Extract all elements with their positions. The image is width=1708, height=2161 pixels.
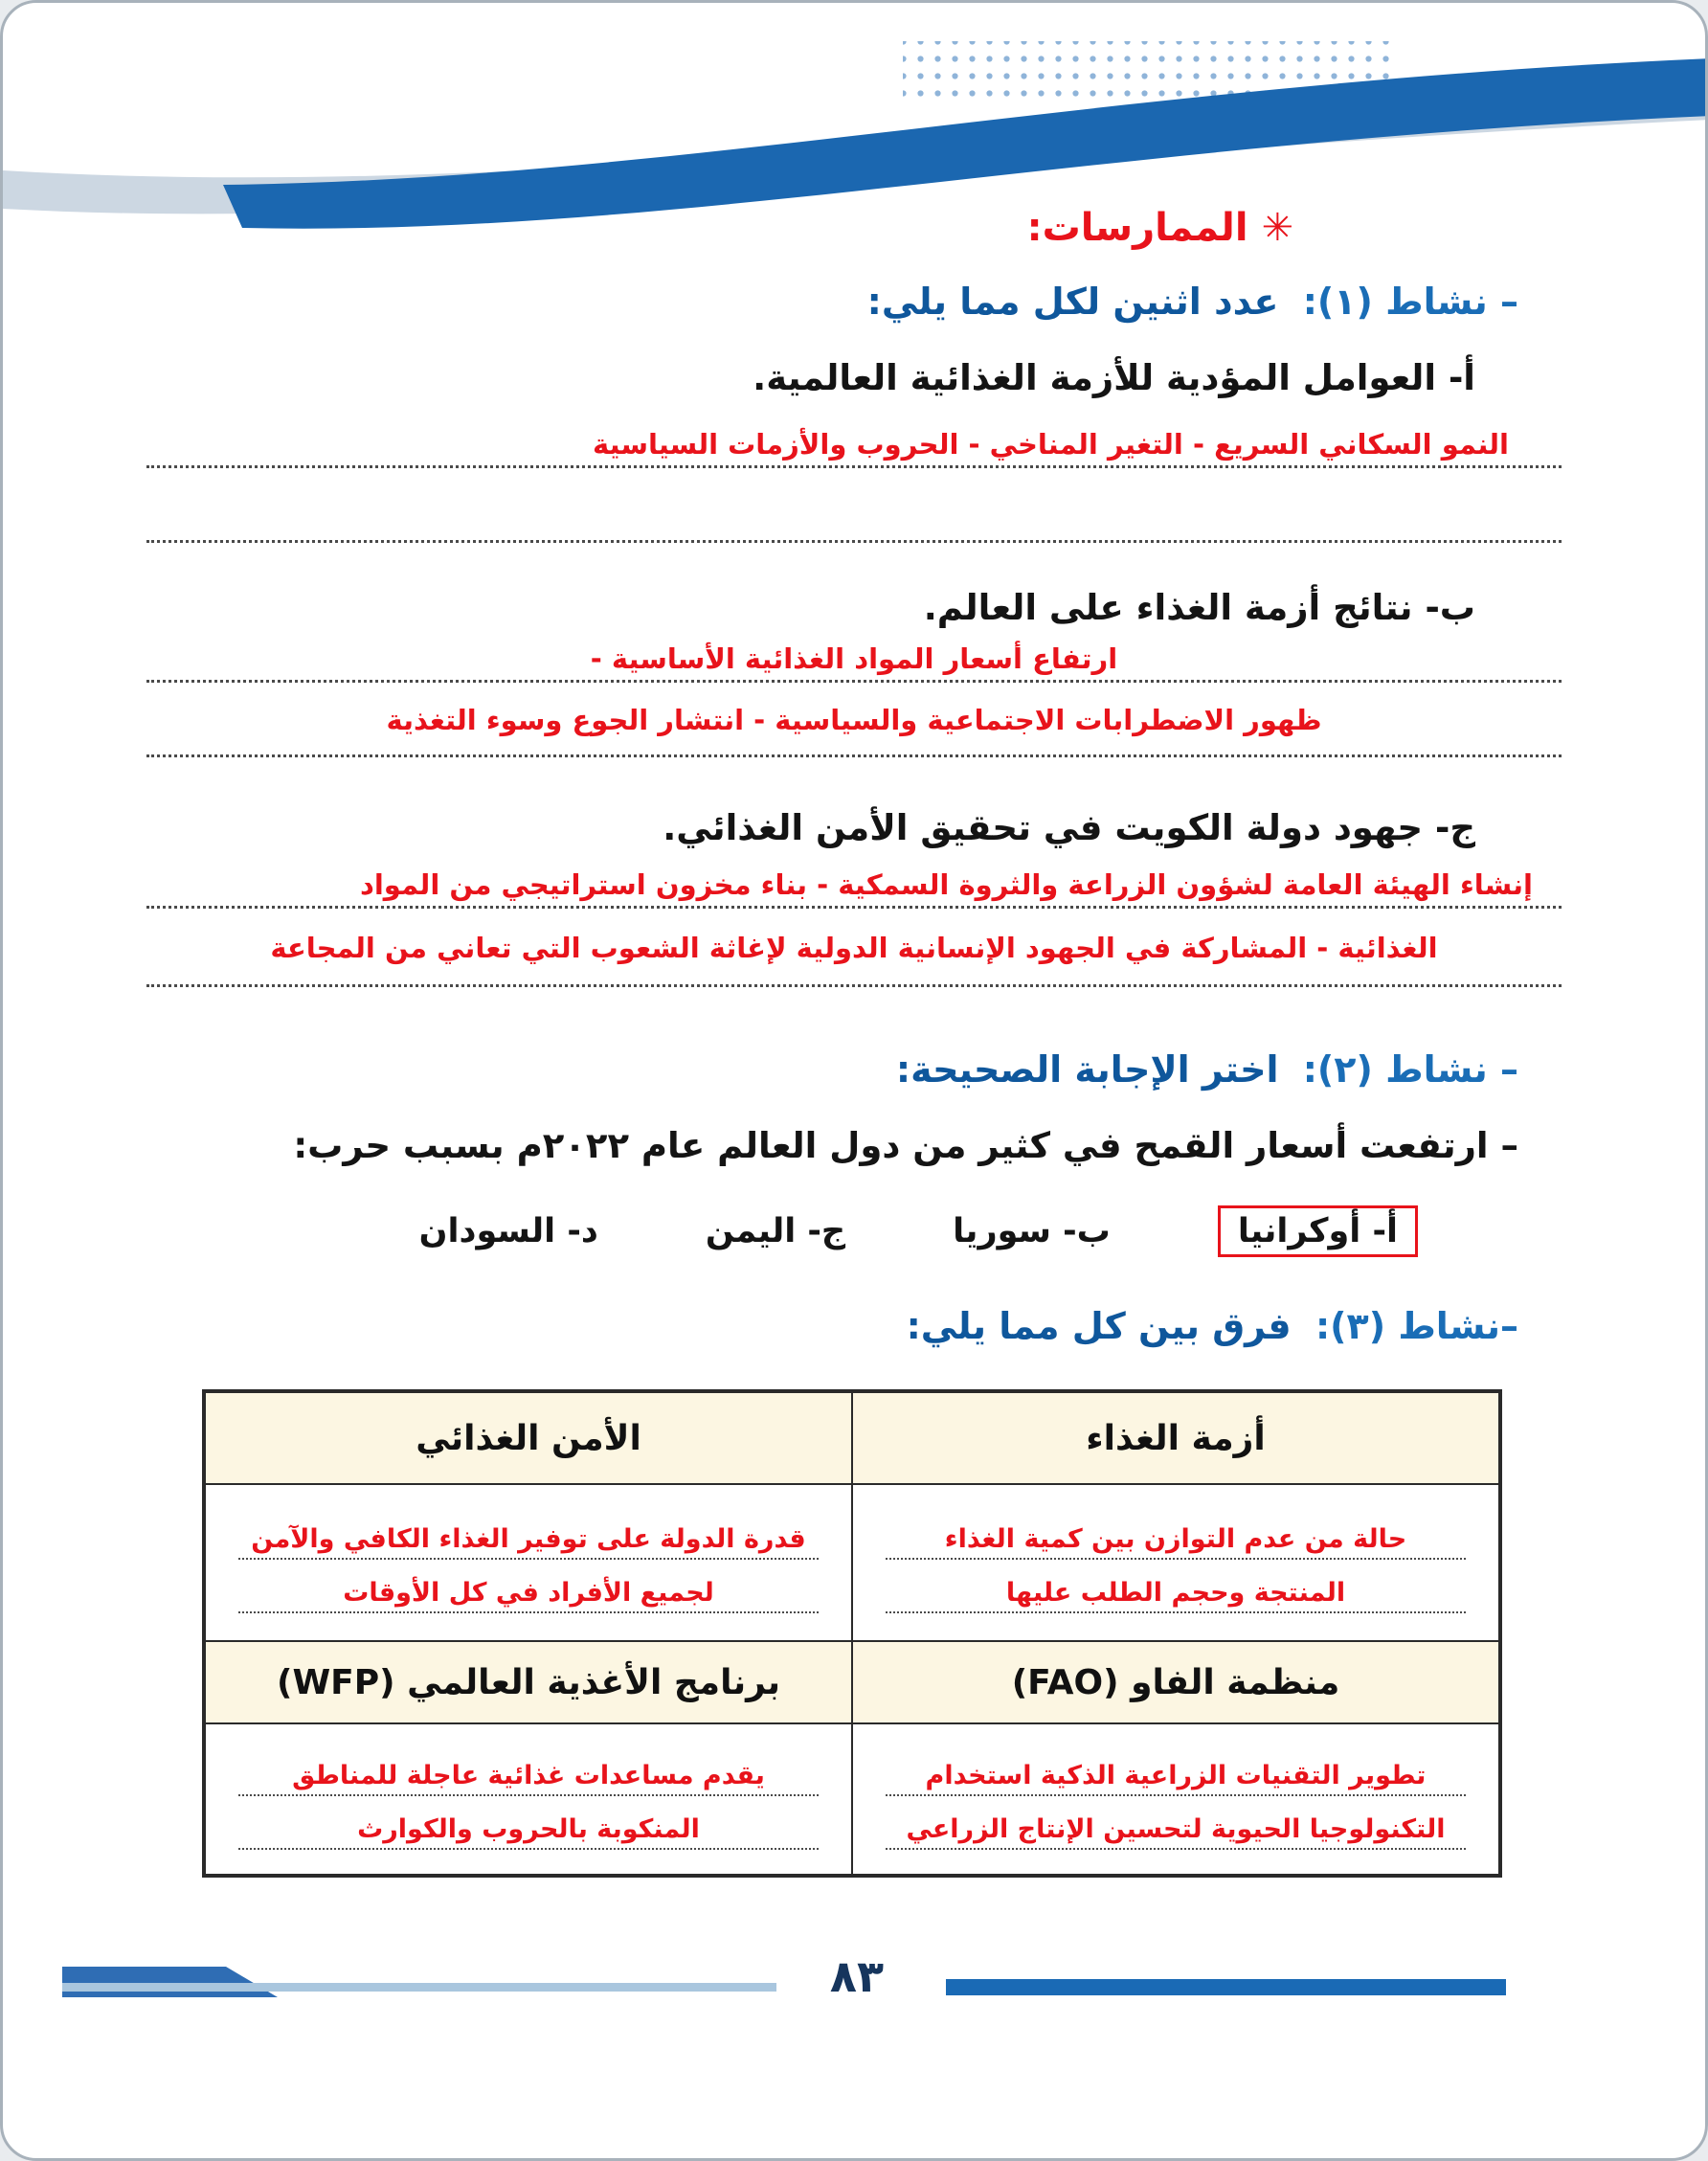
item-a-label: أ- العوامل المؤدية للأزمة الغذائية العالمية. <box>753 357 1475 398</box>
asterisk-icon: ✳ <box>1261 206 1293 250</box>
food-security-answer-line-2: لجميع الأفراد في كل الأوقات <box>238 1560 819 1613</box>
table-answer-wfp[interactable] <box>205 1723 852 1875</box>
item-c-answer-text-1: إنشاء الهيئة العامة لشؤون الزراعة والثروة السمكية - بناء مخزون استراتيجي من المواد <box>359 867 1533 901</box>
table-header-fao: منظمة الفاو (FAO) <box>852 1641 1499 1723</box>
table-answer-food-security[interactable] <box>205 1484 852 1641</box>
table-header-wfp: برنامج الأغذية العالمي (WFP) <box>205 1641 852 1723</box>
item-b-answer-text-1: ارتفاع أسعار المواد الغذائية الأساسية - <box>590 642 1118 675</box>
item-b-answer-text-2: ظهور الاضطرابات الاجتماعية والسياسية - انتشار الجوع وسوء التغذية <box>386 703 1322 736</box>
item-b-answer-line-2[interactable] <box>146 688 1562 757</box>
wfp-answer-line-2: المنكوبة بالحروب والكوارث <box>238 1796 819 1850</box>
option-a-ukraine[interactable]: أ- أوكرانيا <box>1218 1205 1418 1257</box>
option-b-syria[interactable]: ب- سوريا <box>953 1212 1111 1250</box>
fao-answer-line-1: تطوير التقنيات الزراعية الذكية استخدام <box>886 1750 1466 1796</box>
comparison-table <box>202 1389 1502 1878</box>
food-crisis-answer-line-1: حالة من عدم التوازن بين كمية الغذاء <box>886 1514 1466 1560</box>
footer-right-bar <box>946 1979 1506 1995</box>
choice-options-row <box>233 1196 1418 1267</box>
activity1-title-text: عدد اثنين لكل مما يلي: <box>866 281 1279 323</box>
option-d-sudan[interactable]: د- السودان <box>418 1212 598 1250</box>
item-b-label: ب- نتائج أزمة الغذاء على العالم. <box>923 587 1475 628</box>
activity3-title <box>907 1305 1518 1347</box>
item-a-answer-line[interactable] <box>146 411 1562 468</box>
activity3-title-number: –نشاط (٣): <box>1315 1305 1518 1347</box>
activity2-title <box>896 1048 1518 1091</box>
activity2-title-text: اختر الإجابة الصحيحة: <box>895 1048 1279 1091</box>
activity1-title-number: – نشاط (١): <box>1302 281 1518 323</box>
activity2-title-number: – نشاط (٢): <box>1302 1048 1518 1091</box>
item-c-answer-line-1[interactable] <box>146 859 1562 909</box>
item-a-empty-answer-line[interactable] <box>146 493 1562 543</box>
header-wave-decoration <box>3 3 1708 252</box>
item-c-label: ج- جهود دولة الكويت في تحقيق الأمن الغذائي. <box>663 807 1475 848</box>
practices-heading <box>1027 206 1293 250</box>
item-c-answer-text-2: الغذائية - المشاركة في الجهود الإنسانية الدولية لإغاثة الشعوب التي تعاني من المجاعة <box>270 931 1438 964</box>
item-b-answer-line-1[interactable] <box>146 637 1562 683</box>
table-header-food-crisis: أزمة الغذاء <box>852 1392 1499 1484</box>
food-crisis-answer-line-2: المنتجة وحجم الطلب عليها <box>886 1560 1466 1613</box>
option-c-yemen[interactable]: ج- اليمن <box>705 1212 846 1250</box>
wfp-answer-line-1: يقدم مساعدات غذائية عاجلة للمناطق <box>238 1750 819 1796</box>
table-answer-fao[interactable] <box>852 1723 1499 1875</box>
food-security-answer-line-1: قدرة الدولة على توفير الغذاء الكافي والآمن <box>238 1514 819 1560</box>
item-a-answer-text: النمو السكاني السريع - التغير المناخي - الحروب والأزمات السياسية <box>593 427 1509 461</box>
activity3-title-text: فرق بين كل مما يلي: <box>906 1305 1292 1347</box>
table-header-food-security: الأمن الغذائي <box>205 1392 852 1484</box>
page-number: ٨٣ <box>829 1950 885 2002</box>
activity2-question: – ارتفعت أسعار القمح في كثير من دول العالم عام ٢٠٢٢م بسبب حرب: <box>293 1125 1518 1166</box>
fao-answer-line-2: التكنولوجيا الحيوية لتحسين الإنتاج الزراعي <box>886 1796 1466 1850</box>
activity1-title <box>867 281 1518 323</box>
item-c-answer-line-2[interactable] <box>146 914 1562 987</box>
table-answer-food-crisis[interactable] <box>852 1484 1499 1641</box>
practices-heading-label: الممارسات: <box>1026 206 1248 250</box>
